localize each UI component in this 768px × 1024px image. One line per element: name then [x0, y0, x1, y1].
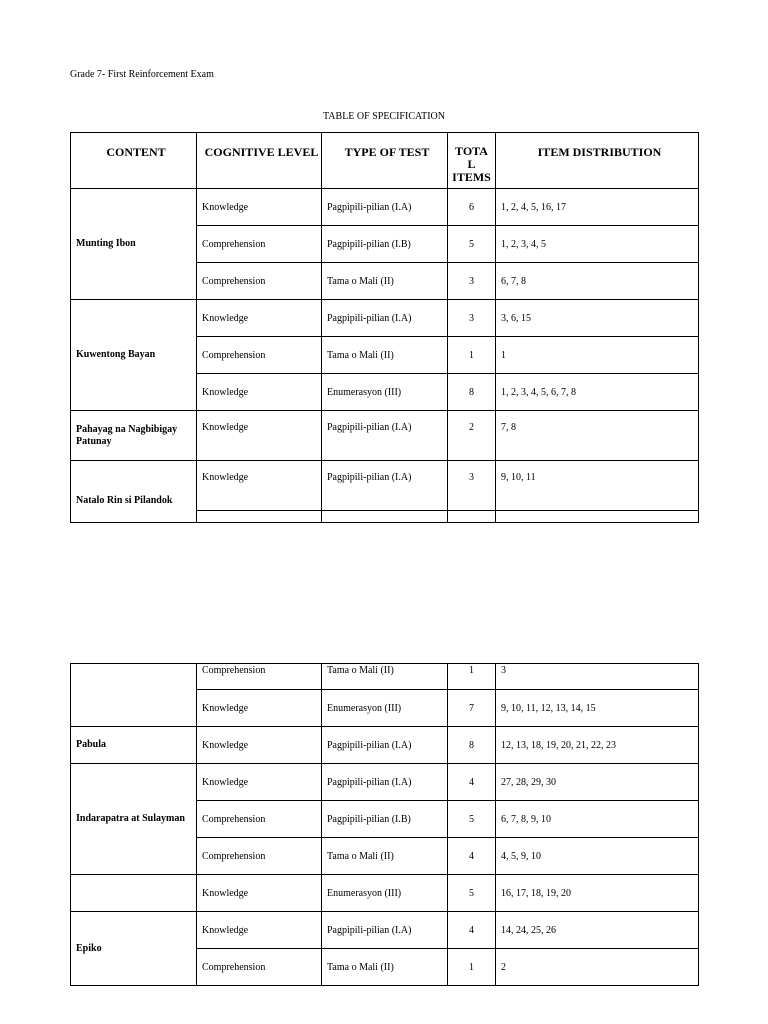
- item-distribution-cell: 12, 13, 18, 19, 20, 21, 22, 23: [496, 727, 699, 764]
- cognitive-level-cell: Comprehension: [197, 801, 322, 838]
- total-items-cell: 2: [448, 411, 496, 461]
- item-distribution-cell: 2: [496, 949, 699, 986]
- cognitive-level-cell: Knowledge: [197, 300, 322, 337]
- table-row: [71, 189, 699, 226]
- cognitive-level-cell: Comprehension: [197, 226, 322, 263]
- total-items-cell: 3: [448, 300, 496, 337]
- cognitive-level-cell: Comprehension: [197, 263, 322, 300]
- content-cell: Natalo Rin si Pilandok: [71, 461, 197, 523]
- type-of-test-cell: Pagpipili-pilian (I.A): [322, 300, 448, 337]
- item-distribution-cell: 1, 2, 3, 4, 5, 6, 7, 8: [496, 374, 699, 411]
- total-items-cell: 5: [448, 226, 496, 263]
- content-cell: Pabula: [71, 727, 197, 764]
- type-of-test-cell: Enumerasyon (III): [322, 690, 448, 727]
- empty-cell: [197, 511, 322, 523]
- table-title: TABLE OF SPECIFICATION: [323, 111, 445, 122]
- content-cell: Pahayag na Nagbibigay Patunay: [71, 411, 197, 461]
- item-distribution-cell: 7, 8: [496, 411, 699, 461]
- item-distribution-cell: 6, 7, 8, 9, 10: [496, 801, 699, 838]
- total-items-cell: 1: [448, 664, 496, 690]
- empty-cell: [496, 511, 699, 523]
- table-row: [71, 664, 699, 690]
- item-distribution-cell: 3, 6, 15: [496, 300, 699, 337]
- total-items-cell: 5: [448, 875, 496, 912]
- content-cell: Epiko: [71, 912, 197, 986]
- empty-cell: [448, 511, 496, 523]
- table-row: [71, 875, 699, 912]
- cognitive-level-cell: Knowledge: [197, 912, 322, 949]
- column-header-type-of-test: TYPE OF TEST: [322, 133, 448, 189]
- item-distribution-cell: 9, 10, 11, 12, 13, 14, 15: [496, 690, 699, 727]
- total-items-cell: 4: [448, 838, 496, 875]
- total-items-cell: 4: [448, 912, 496, 949]
- content-cell: Kuwentong Bayan: [71, 300, 197, 411]
- cognitive-level-cell: Knowledge: [197, 690, 322, 727]
- type-of-test-cell: Tama o Mali (II): [322, 263, 448, 300]
- cognitive-level-cell: Knowledge: [197, 189, 322, 226]
- cognitive-level-cell: Knowledge: [197, 727, 322, 764]
- item-distribution-cell: 6, 7, 8: [496, 263, 699, 300]
- cognitive-level-cell: Knowledge: [197, 764, 322, 801]
- column-header-total-items: [448, 133, 496, 189]
- item-distribution-cell: 1: [496, 337, 699, 374]
- type-of-test-cell: Pagpipili-pilian (I.B): [322, 226, 448, 263]
- column-header-cognitive-level: COGNITIVE LEVEL: [197, 133, 322, 189]
- type-of-test-cell: Pagpipili-pilian (I.A): [322, 727, 448, 764]
- total-items-cell: 3: [448, 461, 496, 511]
- specification-table-part-2: [70, 663, 699, 986]
- exam-title: Grade 7- First Reinforcement Exam: [70, 69, 214, 80]
- cognitive-level-cell: Knowledge: [197, 411, 322, 461]
- content-cell: [71, 875, 197, 912]
- total-items-cell: 3: [448, 263, 496, 300]
- type-of-test-cell: Tama o Mali (II): [322, 337, 448, 374]
- type-of-test-cell: Tama o Mali (II): [322, 949, 448, 986]
- total-items-cell: 8: [448, 374, 496, 411]
- table-row: [71, 764, 699, 801]
- type-of-test-cell: Pagpipili-pilian (I.A): [322, 411, 448, 461]
- type-of-test-cell: Enumerasyon (III): [322, 374, 448, 411]
- cognitive-level-cell: Comprehension: [197, 838, 322, 875]
- type-of-test-cell: Pagpipili-pilian (I.A): [322, 189, 448, 226]
- total-items-line-2: L: [467, 157, 476, 171]
- total-items-cell: 8: [448, 727, 496, 764]
- cognitive-level-cell: Comprehension: [197, 337, 322, 374]
- total-items-cell: 7: [448, 690, 496, 727]
- specification-table-part-1: [70, 132, 699, 523]
- item-distribution-cell: 14, 24, 25, 26: [496, 912, 699, 949]
- table-row: [71, 411, 699, 461]
- table-row: [71, 300, 699, 337]
- item-distribution-cell: 1, 2, 3, 4, 5: [496, 226, 699, 263]
- cognitive-level-cell: Comprehension: [197, 949, 322, 986]
- total-items-cell: 6: [448, 189, 496, 226]
- content-cell: Indarapatra at Sulayman: [71, 764, 197, 875]
- content-cell: Munting Ibon: [71, 189, 197, 300]
- column-header-item-distribution: ITEM DISTRIBUTION: [496, 133, 699, 189]
- cognitive-level-cell: Knowledge: [197, 461, 322, 511]
- item-distribution-cell: 9, 10, 11: [496, 461, 699, 511]
- item-distribution-cell: 4, 5, 9, 10: [496, 838, 699, 875]
- column-header-content: CONTENT: [71, 133, 197, 189]
- total-items-cell: 5: [448, 801, 496, 838]
- table-row: [71, 912, 699, 949]
- item-distribution-cell: 1, 2, 4, 5, 16, 17: [496, 189, 699, 226]
- total-items-line-3: ITEMS: [452, 170, 491, 184]
- type-of-test-cell: Tama o Mali (II): [322, 664, 448, 690]
- cognitive-level-cell: Knowledge: [197, 374, 322, 411]
- item-distribution-cell: 3: [496, 664, 699, 690]
- item-distribution-cell: 16, 17, 18, 19, 20: [496, 875, 699, 912]
- type-of-test-cell: Enumerasyon (III): [322, 875, 448, 912]
- item-distribution-cell: 27, 28, 29, 30: [496, 764, 699, 801]
- table-header-row: [71, 133, 699, 189]
- table-row: [71, 461, 699, 511]
- total-items-cell: 4: [448, 764, 496, 801]
- type-of-test-cell: Tama o Mali (II): [322, 838, 448, 875]
- type-of-test-cell: Pagpipili-pilian (I.A): [322, 912, 448, 949]
- table-row: [71, 727, 699, 764]
- total-items-cell: 1: [448, 949, 496, 986]
- total-items-cell: 1: [448, 337, 496, 374]
- cognitive-level-cell: Comprehension: [197, 664, 322, 690]
- cognitive-level-cell: Knowledge: [197, 875, 322, 912]
- type-of-test-cell: Pagpipili-pilian (I.A): [322, 461, 448, 511]
- empty-cell: [322, 511, 448, 523]
- type-of-test-cell: Pagpipili-pilian (I.B): [322, 801, 448, 838]
- total-items-line-1: TOTA: [455, 144, 488, 158]
- content-cell: [71, 664, 197, 727]
- type-of-test-cell: Pagpipili-pilian (I.A): [322, 764, 448, 801]
